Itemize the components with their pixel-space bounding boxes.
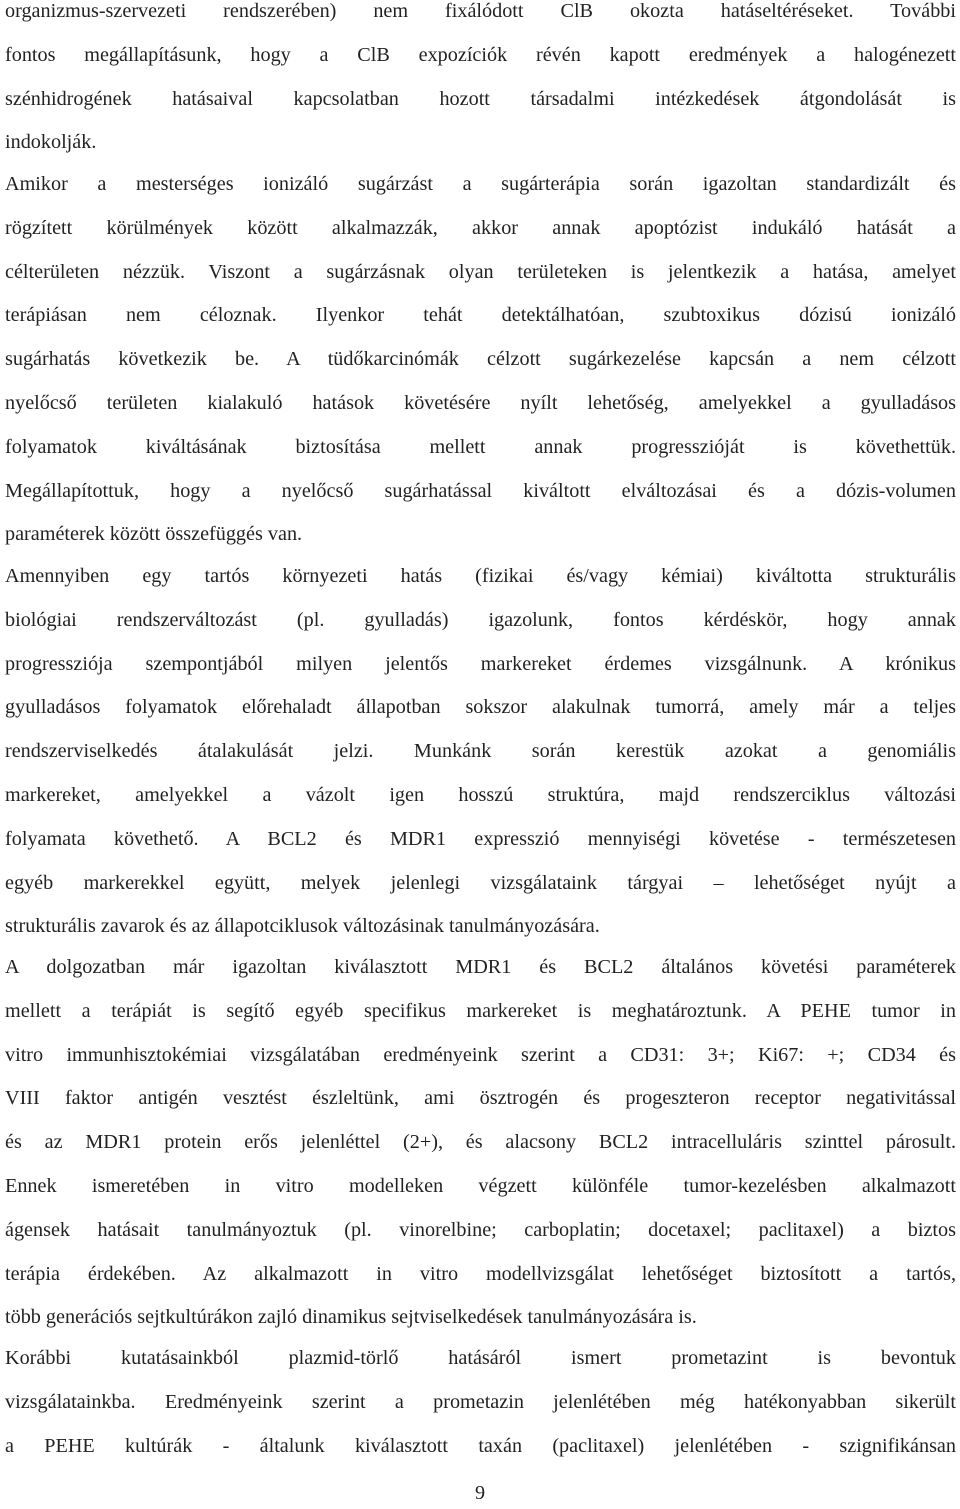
text-line: a PEHE kultúrák - általunk kiválasztott taxán (paclitaxel) jelenlétében - szignifikánsan	[5, 1434, 956, 1457]
text-line: terápiásan nem céloznak. Ilyenkor tehát detektálhatóan, szubtoxikus dózisú ionizáló	[5, 304, 956, 327]
text-line: gyulladásos folyamatok előrehaladt állapotban sokszor alakulnak tumorrá, amely már a teljes	[5, 696, 956, 719]
text-line: Amikor a mesterséges ionizáló sugárzást a sugárterápia során igazoltan standardizált és	[5, 173, 956, 195]
text-line: és az MDR1 protein erős jelenléttel (2+), és alacsony BCL2 intracelluláris szinttel párosult.	[5, 1131, 956, 1154]
text-line: strukturális zavarok és az állapotciklusok változásinak tanulmányozására.	[5, 915, 600, 938]
text-line: célterületen nézzük. Viszont a sugárzásnak olyan területeken is jelentkezik a hatása, amelyet	[5, 260, 956, 283]
text-line: Korábbi kutatásainkból plazmid-törlő hatásáról ismert prometazint is bevontuk	[5, 1347, 956, 1369]
paragraph-4	[5, 946, 956, 1340]
text-line: vitro immunhisztokémiai vizsgálatában eredményeink szerint a CD31: 3+; Ki67: +; CD34 és	[5, 1043, 956, 1066]
text-line: VIII faktor antigén vesztést észleltünk, ami ösztrogén és progeszteron receptor negativitással	[5, 1087, 956, 1110]
text-line: ágensek hatásait tanulmányoztuk (pl. vinorelbine; carboplatin; docetaxel; paclitaxel) a biztos	[5, 1218, 956, 1241]
text-line: vizsgálatainkba. Eredményeink szerint a prometazin jelenlétében még hatékonyabban sikerült	[5, 1390, 956, 1413]
paragraph-5	[5, 1337, 956, 1468]
text-line: A dolgozatban már igazoltan kiválasztott MDR1 és BCL2 általános követési paraméterek	[5, 956, 956, 978]
text-line: mellett a terápiát is segítő egyéb specifikus markereket is meghatároztunk. A PEHE tumor in	[5, 999, 956, 1022]
paragraph-2	[5, 163, 956, 557]
text-line: egyéb markerekkel együtt, melyek jelenlegi vizsgálataink tárgyai – lehetőséget nyújt a	[5, 871, 956, 894]
paragraph-1	[5, 0, 956, 165]
text-line: indokolják.	[5, 131, 97, 154]
text-line: sugárhatás következik be. A tüdőkarcinómák célzott sugárkezelése kapcsán a nem célzott	[5, 348, 956, 371]
text-line: paraméterek között összefüggés van.	[5, 523, 303, 546]
text-line: több generációs sejtkultúrákon zajló dinamikus sejtviselkedések tanulmányozására is.	[5, 1306, 697, 1329]
text-line: Megállapítottuk, hogy a nyelőcső sugárhatással kiváltott elváltozásai és a dózis-volumen	[5, 479, 956, 502]
text-line: markereket, amelyekkel a vázolt igen hosszú struktúra, majd rendszerciklus változási	[5, 783, 956, 806]
text-line: terápia érdekében. Az alkalmazott in vitro modellvizsgálat lehetőséget biztosított a tartós,	[5, 1262, 956, 1285]
text-line: progressziója szempontjából milyen jelentős markereket érdemes vizsgálnunk. A krónikus	[5, 652, 956, 675]
text-line: fontos megállapításunk, hogy a ClB expozíciók révén kapott eredmények a halogénezett	[5, 43, 956, 66]
text-line: szénhidrogének hatásaival kapcsolatban hozott társadalmi intézkedések átgondolását is	[5, 87, 956, 110]
text-line: folyamata követhető. A BCL2 és MDR1 expresszió mennyiségi követése - természetesen	[5, 827, 956, 850]
page-number: 9	[474, 1482, 486, 1504]
text-line: Ennek ismeretében in vitro modelleken végzett különféle tumor-kezelésben alkalmazott	[5, 1174, 956, 1197]
text-line: nyelőcső területen kialakuló hatások követésére nyílt lehetőség, amelyekkel a gyulladásos	[5, 391, 956, 414]
text-line: folyamatok kiváltásának biztosítása mellett annak progresszióját is követhettük.	[5, 435, 956, 458]
text-line: organizmus-szervezeti rendszerében) nem fixálódott ClB okozta hatáseltéréseket. További	[5, 0, 956, 22]
text-line: Amennyiben egy tartós környezeti hatás (fizikai és/vagy kémiai) kiváltotta strukturális	[5, 565, 956, 587]
text-line: biológiai rendszerváltozást (pl. gyulladás) igazolunk, fontos kérdéskör, hogy annak	[5, 608, 956, 631]
text-line: rögzített körülmények között alkalmazzák, akkor annak apoptózist indukáló hatását a	[5, 216, 956, 239]
text-line: rendszerviselkedés átalakulását jelzi. Munkánk során kerestük azokat a genomiális	[5, 740, 956, 763]
paragraph-3	[5, 555, 956, 949]
